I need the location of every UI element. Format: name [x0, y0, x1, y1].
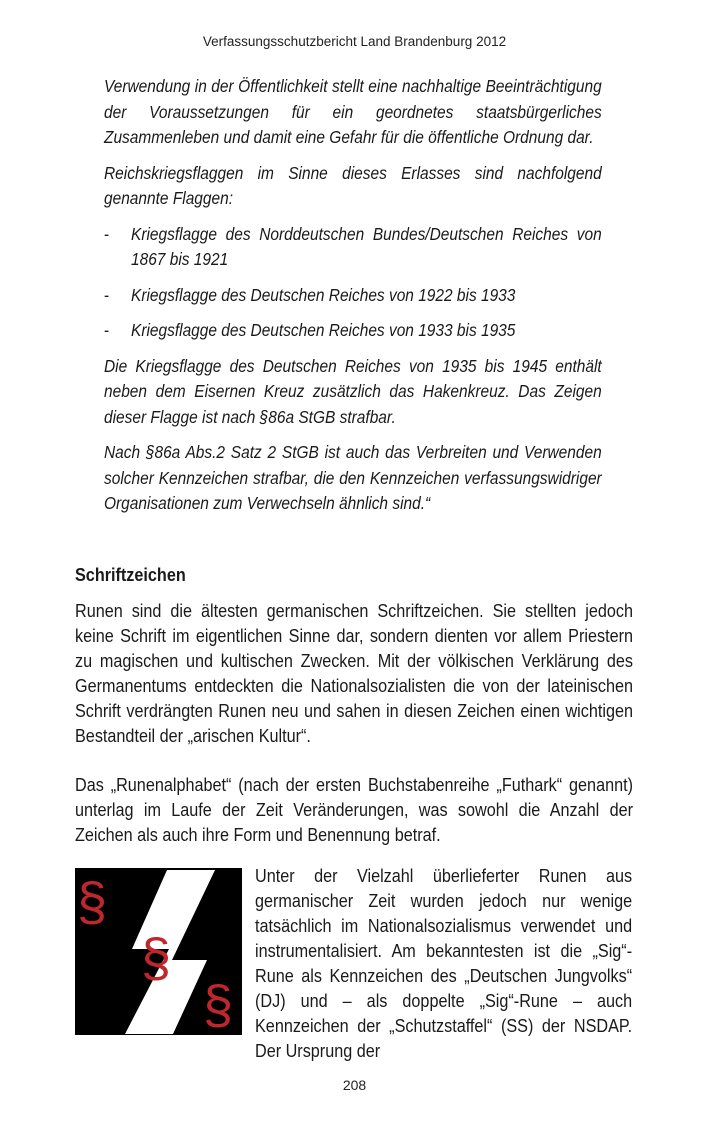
list-dash: - [104, 320, 110, 340]
quote-paragraph: Reichskriegsflaggen im Sinne dieses Erlasses sind nachfolgend genannte Flaggen: [104, 162, 602, 208]
section-heading: Schriftzeichen [75, 565, 186, 585]
list-item-text: Kriegsflagge des Deutschen Reiches von 1933 bis 1935 [131, 320, 516, 340]
sig-rune-image [75, 868, 242, 1035]
paragraph-symbol-center: § [141, 928, 172, 988]
list-item [104, 222, 602, 273]
list-item [104, 318, 602, 344]
page-header: Verfassungsschutzbericht Land Brandenburg 2012 [202, 34, 507, 49]
body-paragraph: Das „Runenalphabet“ (nach der ersten Buchstabenreihe „Futhark“ genannt) unterlag im Laufe der Zeit Veränderungen, was sowohl die Anzahl der Zeichen als auch ihre Form und Benennung betraf. [75, 775, 633, 845]
paragraph-symbol-bottom-right: § [203, 975, 234, 1035]
list-item-text: Kriegsflagge des Deutschen Reiches von 1922 bis 1933 [131, 284, 516, 305]
body-paragraph-wrapped: Unter der Vielzahl überlieferter Runen aus germanischer Zeit wurden jedoch nur wenige tatsächlich im Nationalsozialismus verwendet und instrumentalisiert. Am bekanntesten ist die „Sig“-Rune als Kennzeichen des „Deutschen Jungvolks“ (DJ) und – als doppelte „Sig“-Rune – auch Kennzeichen der „Schutzstaffel“ (SS) der NSDAP. Der Ursprung der [255, 866, 633, 1061]
sig-rune-paragraph-figure [75, 868, 242, 1035]
quote-paragraph: Die Kriegsflagge des Deutschen Reiches von 1935 bis 1945 enthält neben dem Eisernen Kreuz zusätzlich das Hakenkreuz. Das Zeigen dieser Flagge ist nach §86a StGB strafbar. [104, 355, 602, 427]
page-number: 208 [342, 1077, 367, 1093]
paragraph-symbol-top-left: § [77, 872, 108, 932]
quote-paragraph: Nach §86a Abs.2 Satz 2 StGB ist auch das Verbreiten und Verwenden solcher Kennzeichen strafbar, die den Kennzeichen verfassungswidriger Organisationen zum Verwechseln ähnlich sind.“ [104, 442, 602, 513]
list-item-text: Kriegsflagge des Norddeutschen Bundes/Deutschen Reiches von 1867 bis 1921 [131, 223, 602, 269]
quote-block [104, 74, 602, 517]
body-paragraph: Runen sind die ältesten germanischen Schriftzeichen. Sie stellten jedoch keine Schrift im eigentlichen Sinne dar, sondern dienten vor allem Priestern zu magischen und kultischen Zwecken. Mit der völkischen Verklärung des Germanentums entdeckten die Nationalsozialisten die von der lateinischen Schrift verdrängten Runen neu und sahen in diesen Zeichen einen wichtigen Bestandteil der „arischen Kultur“. [75, 601, 633, 746]
quote-paragraph: Verwendung in der Öffentlichkeit stellt eine nachhaltige Beeinträchtigung der Voraussetzungen für ein geordnetes staatsbürgerliches Zusammenleben und damit eine Gefahr für die öffentliche Ordnung dar. [104, 76, 602, 147]
list-dash: - [104, 223, 110, 244]
list-item [104, 283, 602, 309]
body-text [75, 599, 633, 872]
list-dash: - [104, 284, 110, 305]
